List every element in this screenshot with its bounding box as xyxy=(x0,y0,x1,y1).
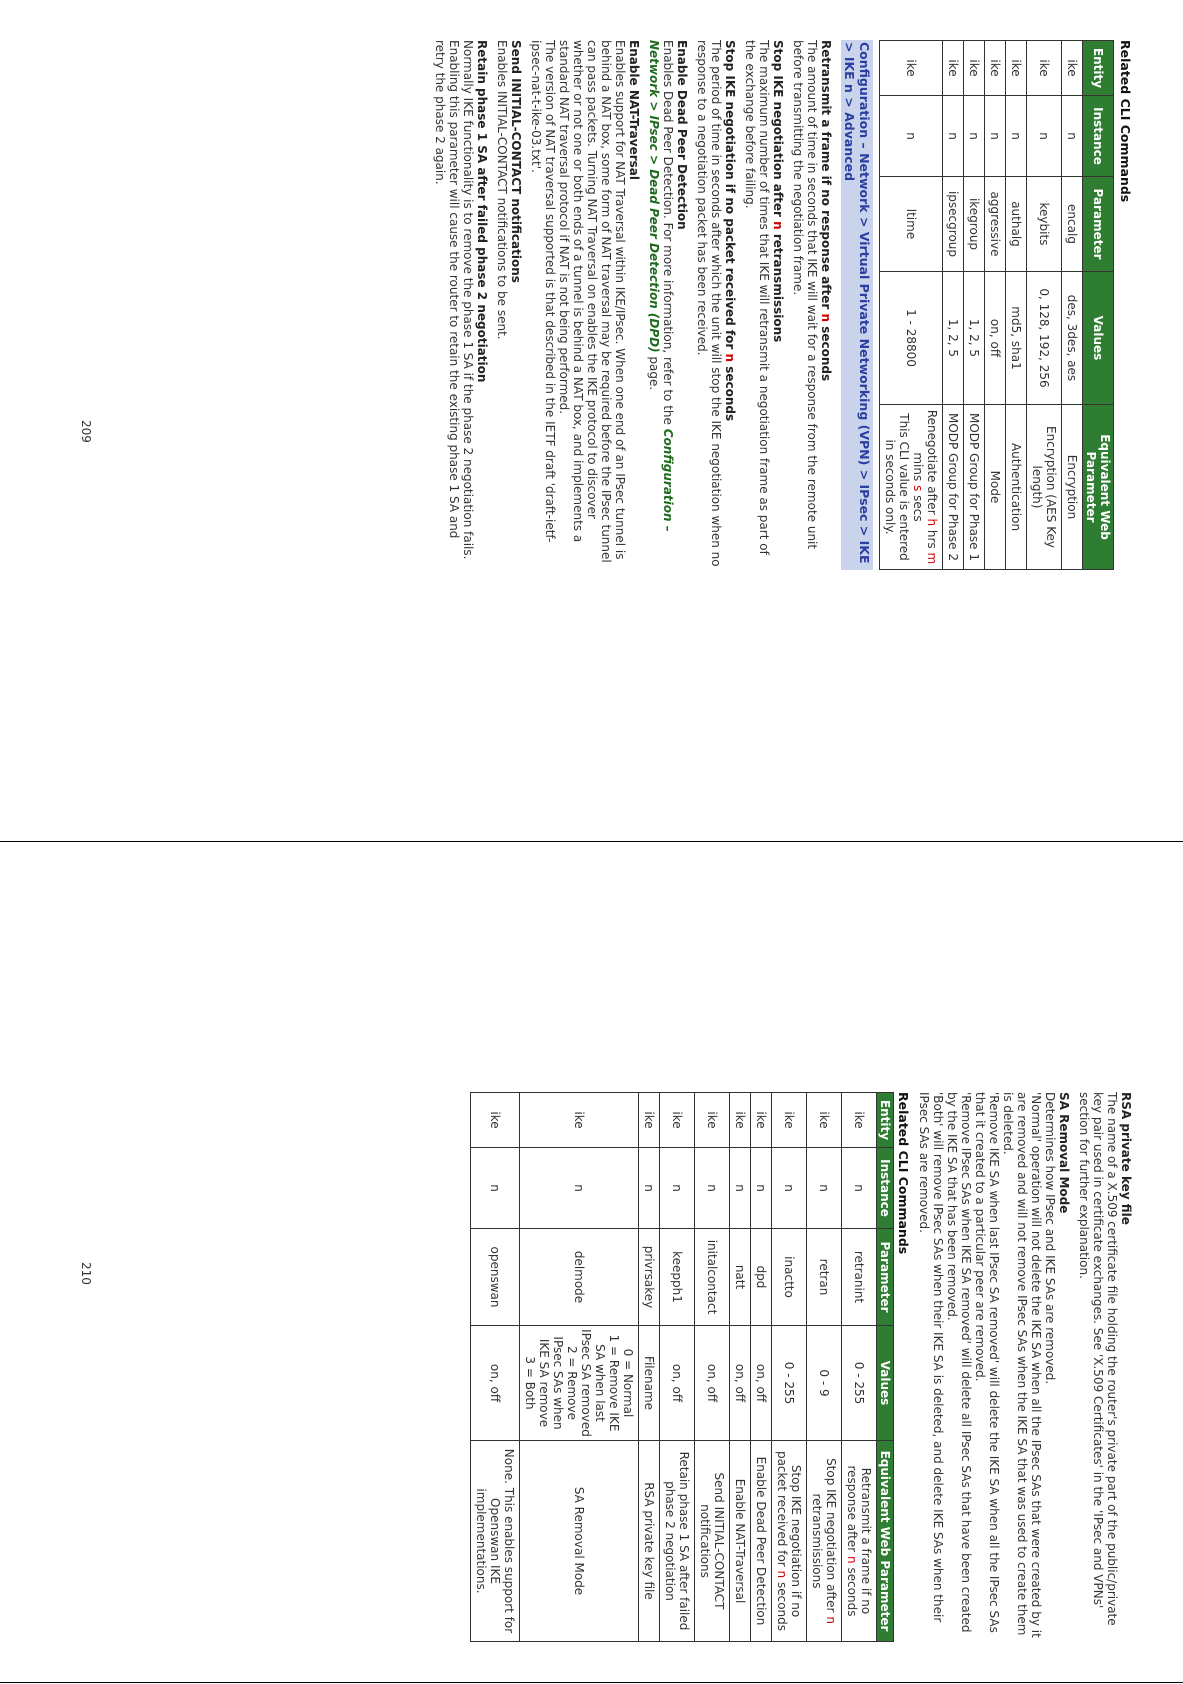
var-n: n xyxy=(771,221,785,230)
header-entity: Entity xyxy=(1083,41,1114,96)
cell-web-parameter: Encryption (AES Key length) xyxy=(1027,405,1062,570)
cell-parameter: delmode xyxy=(520,1229,639,1326)
var-m: m xyxy=(925,552,939,565)
web-note: This CLI value is entered in seconds only. xyxy=(883,413,911,561)
cell-values: on, off xyxy=(730,1326,751,1441)
cell-entity: ike xyxy=(639,1093,660,1148)
cell-web-parameter: MODP Group for Phase 1 xyxy=(964,405,985,570)
web-text: seconds xyxy=(775,1578,789,1632)
var-h: h xyxy=(925,518,939,527)
cell-instance: n xyxy=(1062,96,1083,177)
cell-web-parameter: MODP Group for Phase 2 xyxy=(943,405,964,570)
cell-parameter: inactto xyxy=(772,1229,807,1326)
page-number: 210 xyxy=(79,1262,93,1285)
header-instance: Instance xyxy=(877,1148,894,1229)
page-209-content xyxy=(13,40,1133,800)
dpd-body: Enables Dead Peer Detection. For more information, refer to the xyxy=(661,40,675,429)
retain-body: Normally IKE functionality is to remove the phase 1 SA if the phase 2 negotiation fails. Enabling this parameter will cause the router to retain the existing phase 1 SA and retry the phase 2 again. xyxy=(433,40,475,560)
cell-instance: n xyxy=(985,96,1006,177)
cell-parameter: encalg xyxy=(1062,177,1083,272)
var-n: n xyxy=(845,1556,859,1564)
sa-removal-remove-ike: 'Remove IKE SA when last IPsec SA removed' will delete the IKE SA when all the IPsec SAs that it created to a particular peer are removed. xyxy=(973,1092,1001,1633)
var-n: n xyxy=(824,1616,838,1624)
stop-retrans-body: The maximum number of times that IKE will retransmit a negotiation frame as part of the exchange before failing. xyxy=(743,40,771,555)
title-text: seconds xyxy=(819,322,833,382)
page-210-column xyxy=(470,1092,1133,1642)
table-row xyxy=(807,1093,842,1642)
cell-web-parameter: Retain phase 1 SA after failed phase 2 negotiation xyxy=(660,1441,695,1642)
cell-parameter: openswan xyxy=(471,1229,520,1326)
cell-entity: ike xyxy=(1027,41,1062,96)
title-text: Retransmit a frame if no response after xyxy=(819,40,833,314)
sa-removal-title: SA Removal Mode xyxy=(1057,1092,1071,1214)
cell-web-parameter: Send INITIAL-CONTACT notifications xyxy=(695,1441,730,1642)
cell-entity: ike xyxy=(842,1093,877,1148)
web-text: mins xyxy=(911,452,925,486)
cell-parameter: initalcontact xyxy=(695,1229,730,1326)
table-row xyxy=(639,1093,660,1642)
cell-values: on, off xyxy=(985,272,1006,405)
cell-web-parameter xyxy=(772,1441,807,1642)
table-row xyxy=(730,1093,751,1642)
table-row xyxy=(985,41,1006,570)
cell-parameter: privrsakey xyxy=(639,1229,660,1326)
var-n: n xyxy=(723,353,737,363)
cli-table-2 xyxy=(470,1092,894,1642)
cell-entity: ike xyxy=(964,41,985,96)
web-text: secs xyxy=(911,491,925,522)
table-header-row xyxy=(1083,41,1114,570)
cell-web-parameter: Mode xyxy=(985,405,1006,570)
cell-entity: ike xyxy=(1062,41,1083,96)
cell-values: on, off xyxy=(751,1326,772,1441)
cell-web-parameter: RSA private key file xyxy=(639,1441,660,1642)
cell-values: 0 - 255 xyxy=(772,1326,807,1441)
web-text: Renegotiate after xyxy=(925,409,939,519)
cell-values xyxy=(520,1326,639,1441)
cell-entity: ike xyxy=(943,41,964,96)
natt-version-body: The version of NAT traversal supported is that described in the IETF draft 'draft-ietf-ipsec-nat-t-ike-03.txt'. xyxy=(529,40,557,543)
cell-values: on, off xyxy=(471,1326,520,1441)
title-text: seconds xyxy=(723,362,737,422)
header-parameter: Parameter xyxy=(877,1229,894,1326)
retain-title: Retain phase 1 SA after failed phase 2 negotiation xyxy=(475,40,489,383)
cell-web-parameter: Enable NAT-Traversal xyxy=(730,1441,751,1642)
web-text: Retransmit a frame if no response after xyxy=(845,1465,873,1615)
delmode-value-0: 0 = Normal xyxy=(621,1348,635,1418)
sa-removal-remove-ipsec: 'Remove IPsec SAs when IKE SA removed' will delete all IPsec SAs that have been created by the IKE SA that has been removed. xyxy=(945,1092,973,1633)
cli-table-1 xyxy=(879,40,1114,570)
cell-instance: n xyxy=(730,1148,751,1229)
table-row xyxy=(471,1093,520,1642)
initial-contact-title: Send INITIAL-CONTACT notifications xyxy=(509,40,523,283)
var-n: n xyxy=(819,313,833,323)
delmode-value-1: 1 = Remove IKE SA when last IPsec SA removed xyxy=(579,1329,621,1437)
section-retransmit xyxy=(791,40,833,570)
cell-entity: ike xyxy=(751,1093,772,1148)
cell-parameter: ltime xyxy=(880,177,943,272)
table-row xyxy=(751,1093,772,1642)
header-instance: Instance xyxy=(1083,96,1114,177)
web-text: Stop IKE negotiation after xyxy=(824,1458,838,1617)
table-row xyxy=(1062,41,1083,570)
table-row xyxy=(880,41,943,570)
cell-instance: n xyxy=(751,1148,772,1229)
rsa-body: The name of a X.509 certificate file holding the router's private part of the public/private key pair used in certificate exchanges. See 'X.509 Certificates' in the 'IPsec and VPNs' section for further explanation. xyxy=(1077,1092,1119,1626)
cell-parameter: retran xyxy=(807,1229,842,1326)
cell-web-parameter xyxy=(842,1441,877,1642)
header-values: Values xyxy=(1083,272,1114,405)
cell-parameter: authalg xyxy=(1006,177,1027,272)
stop-no-packet-title xyxy=(723,40,737,421)
web-text: seconds xyxy=(845,1563,859,1617)
cell-web-parameter: Enable Dead Peer Detection xyxy=(751,1441,772,1642)
delmode-value-2: 2 = Remove IPsec SAs when IKE SA remove xyxy=(537,1336,579,1430)
table-header-row xyxy=(877,1093,894,1642)
cell-instance: n xyxy=(695,1148,730,1229)
initial-contact-body: Enables INITIAL-CONTACT notifications to be sent. xyxy=(495,40,509,340)
web-text: Stop IKE negotiation if no packet received for xyxy=(775,1450,803,1618)
dpd-title: Enable Dead Peer Detection xyxy=(675,40,689,230)
page-210-rotated xyxy=(0,842,1183,1684)
page-number: 209 xyxy=(79,420,93,443)
cell-entity: ike xyxy=(730,1093,751,1148)
cell-instance: n xyxy=(1027,96,1062,177)
header-web-parameter: Equivalent Web Parameter xyxy=(1083,405,1114,570)
section-dpd xyxy=(647,40,689,570)
cell-instance: n xyxy=(842,1148,877,1229)
cell-values: 1, 2, 5 xyxy=(964,272,985,405)
section-natt xyxy=(529,40,641,570)
cell-values: on, off xyxy=(695,1326,730,1441)
var-s: s xyxy=(911,485,925,492)
cell-entity: ike xyxy=(985,41,1006,96)
cell-instance: n xyxy=(660,1148,695,1229)
retransmit-title xyxy=(819,40,833,381)
cell-values: md5, sha1 xyxy=(1006,272,1027,405)
related-cli-heading: Related CLI Commands xyxy=(1118,40,1133,203)
header-entity: Entity xyxy=(877,1093,894,1148)
header-values: Values xyxy=(877,1326,894,1441)
rsa-title: RSA private key file xyxy=(1119,1092,1133,1225)
cell-entity: ike xyxy=(471,1093,520,1148)
cell-web-parameter: Authentication xyxy=(1006,405,1027,570)
title-text: Stop IKE negotiation if no packet received for xyxy=(723,40,737,354)
table-row xyxy=(520,1093,639,1642)
cell-parameter: keybits xyxy=(1027,177,1062,272)
related-cli-heading: Related CLI Commands xyxy=(896,1092,911,1255)
dpd-body-end: page. xyxy=(647,352,661,391)
section-stop-no-packet xyxy=(695,40,737,570)
page-210-content xyxy=(13,882,1133,1642)
cell-parameter: retranint xyxy=(842,1229,877,1326)
cell-entity: ike xyxy=(520,1093,639,1148)
cell-parameter: ikegroup xyxy=(964,177,985,272)
cell-web-parameter xyxy=(807,1441,842,1642)
table-row xyxy=(1027,41,1062,570)
table-row xyxy=(1006,41,1027,570)
cell-instance: n xyxy=(1006,96,1027,177)
natt-title: Enable NAT-Traversal xyxy=(627,40,641,181)
title-text: retransmissions xyxy=(771,229,785,343)
cell-instance: n xyxy=(772,1148,807,1229)
table-row xyxy=(695,1093,730,1642)
page-209-column xyxy=(427,40,1133,570)
cell-values: Filename xyxy=(639,1326,660,1441)
cell-parameter: aggressive xyxy=(985,177,1006,272)
web-text: hrs xyxy=(925,526,939,553)
nav-path-heading: Configuration – Network > Virtual Private Networking (VPN) > IPsec > IKE > IKE n > Advanced xyxy=(841,40,873,570)
table-row xyxy=(772,1093,807,1642)
section-retain xyxy=(433,40,489,570)
cell-instance: n xyxy=(639,1148,660,1229)
cell-web-parameter: Encryption xyxy=(1062,405,1083,570)
page-210-sheet xyxy=(0,841,1183,1683)
cell-instance: n xyxy=(943,96,964,177)
section-stop-retrans xyxy=(743,40,785,570)
cell-values: 0 - 255 xyxy=(842,1326,877,1441)
natt-body: Enables support for NAT Traversal within IKE/IPsec. When one end of an IPsec tunnel is behind a NAT box, some form of NAT traversal may be required before the IPsec tunnel can pass packets. Turning NAT Traversal on enables the IKE protocol to discover whether or not one or both ends of a tunnel is behind a NAT box, and implements a standard NAT traversal protocol if NAT is not being performed. xyxy=(557,40,627,563)
cell-entity: ike xyxy=(880,41,943,96)
table-row xyxy=(943,41,964,570)
stop-no-packet-body: The period of time in seconds after which the unit will stop the IKE negotiation when no response to a negotiation packet has been received. xyxy=(695,40,723,567)
cell-web-parameter: SA Removal Mode xyxy=(520,1441,639,1642)
cell-parameter: natt xyxy=(730,1229,751,1326)
cell-parameter: keepph1 xyxy=(660,1229,695,1326)
cell-entity: ike xyxy=(1006,41,1027,96)
cell-instance: n xyxy=(471,1148,520,1229)
web-text: retransmissions xyxy=(810,1493,824,1589)
sa-removal-normal: 'Normal' operation will not delete the IKE SA when all the IPsec SAs that were created by it are removed and will not remove IPsec SAs when the IKE SA that was used to create them is deleted. xyxy=(1001,1092,1043,1638)
sa-removal-body: Determines how IPsec and IKE SAs are removed. xyxy=(1043,1092,1057,1385)
cell-values: 1, 2, 5 xyxy=(943,272,964,405)
cell-entity: ike xyxy=(660,1093,695,1148)
section-rsa xyxy=(1077,1092,1133,1642)
cell-entity: ike xyxy=(807,1093,842,1148)
cell-values: des, 3des, aes xyxy=(1062,272,1083,405)
cell-web-parameter: None. This enables support for Openswan IKE implementations. xyxy=(471,1441,520,1642)
cell-instance: n xyxy=(807,1148,842,1229)
retransmit-body: The amount of time in seconds that IKE will wait for a response from the remote unit before transmitting the negotiation frame. xyxy=(791,40,819,550)
cell-entity: ike xyxy=(695,1093,730,1148)
header-web-parameter: Equivalent Web Parameter xyxy=(877,1441,894,1642)
cell-instance: n xyxy=(880,96,943,177)
sa-removal-both: 'Both' will remove IPsec SAs when their IKE SA is deleted, and delete IKE SAs when their IPsec SAs are removed. xyxy=(917,1092,945,1623)
section-sa-removal xyxy=(917,1092,1071,1642)
cell-parameter: ipsecgroup xyxy=(943,177,964,272)
cell-instance: n xyxy=(520,1148,639,1229)
table-row xyxy=(964,41,985,570)
cell-parameter: dpd xyxy=(751,1229,772,1326)
table-row xyxy=(660,1093,695,1642)
dpd-page-link[interactable]: Configuration – Network > IPsec > Dead Peer Detection (DPD) xyxy=(647,40,675,532)
section-initial-contact xyxy=(495,40,523,570)
cell-web-parameter xyxy=(880,405,943,570)
header-parameter: Parameter xyxy=(1083,177,1114,272)
var-n: n xyxy=(775,1570,789,1579)
cell-values: 0, 128, 192, 256 xyxy=(1027,272,1062,405)
delmode-value-3: 3 = Both xyxy=(523,1356,537,1410)
title-text: Stop IKE negotiation after xyxy=(771,40,785,222)
stop-retrans-title xyxy=(771,40,785,342)
cell-values: 0 - 9 xyxy=(807,1326,842,1441)
cell-instance: n xyxy=(964,96,985,177)
table-row xyxy=(842,1093,877,1642)
cell-entity: ike xyxy=(772,1093,807,1148)
cell-values: on, off xyxy=(660,1326,695,1441)
cell-values: 1 - 28800 xyxy=(880,272,943,405)
